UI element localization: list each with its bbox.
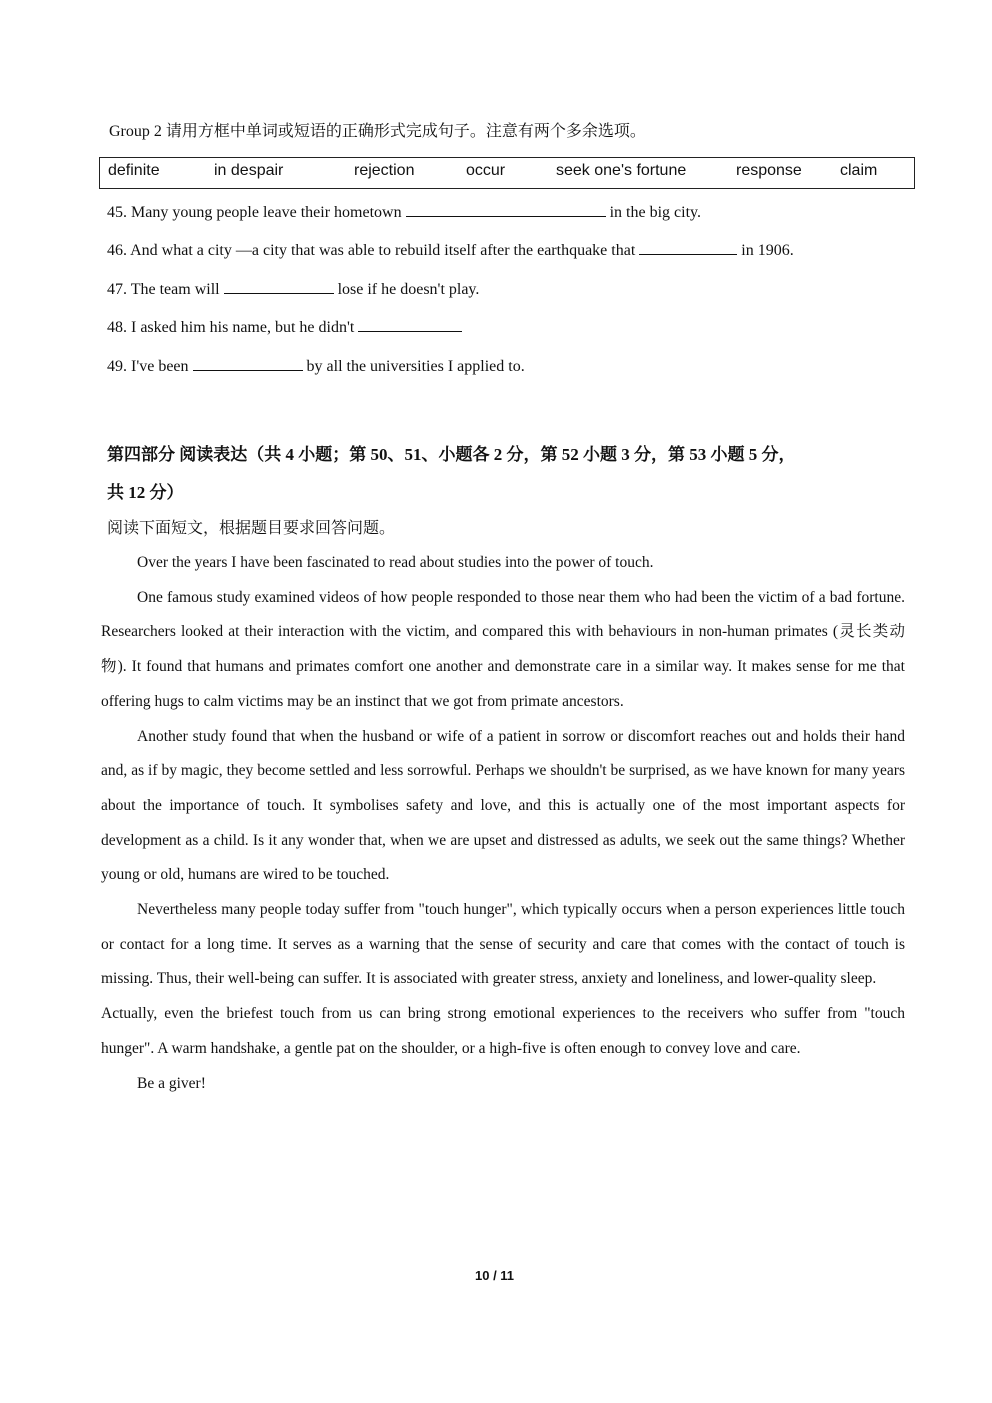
passage-paragraph: Over the years I have been fascinated to read about studies into the power of touch. xyxy=(137,554,654,571)
question-48 xyxy=(107,317,462,337)
question-text-before: I asked him his name, but he didn't xyxy=(131,319,355,336)
passage-paragraph: Actually, even the briefest touch from us can bring strong emotional experiences to the receivers who suffer from "touch hunger". A warm handshake, a gentle pat on the shoulder, or a high-five is often enough to convey love and care. xyxy=(101,1005,905,1057)
reading-instruction: 阅读下面短文，根据题目要求回答问题。 xyxy=(107,520,396,537)
question-text-before: Many young people leave their hometown xyxy=(131,204,402,221)
passage-paragraph: Another study found that when the husband or wife of a patient in sorrow or discomfort reaches out and holds their hand and, as if by magic, they become settled and less sorrowful. Perhaps we shouldn't be surprised, as we have known for many years about the importance of touch. It symbolises safety and love, and this is actually one of the most important aspects for development as a child. Is it any wonder that, when we are upset and distressed as adults, we seek out the same things? Whether young or old, humans are wired to be touched. xyxy=(101,727,905,884)
part4-heading: 第四部分 阅读表达（共 4 小题；第 50、51、小题各 2 分，第 52 小题 3 分，第 53 小题 5 分， xyxy=(107,445,796,464)
page-number: 10 / 11 xyxy=(475,1268,515,1283)
question-text-after: in 1906. xyxy=(741,242,794,259)
word-bank-item: occur xyxy=(466,162,506,179)
group2-title: Group 2 请用方框中单词或短语的正确形式完成句子。注意有两个多余选项。 xyxy=(109,123,646,140)
answer-blank[interactable] xyxy=(358,317,462,332)
answer-blank[interactable] xyxy=(193,356,303,371)
passage-paragraph: One famous study examined videos of how people responded to those near them who had been the victim of a bad fortune. Researchers looked at their interaction with the victim, and compared this with behaviours in non-human primates (灵长类动物). It found that humans and primates comfort one another and demonstrate care in a similar way. It makes sense for me that offering hugs to calm victims may be an instinct that we got from primate ancestors. xyxy=(101,588,905,710)
question-46 xyxy=(107,240,794,260)
answer-blank[interactable] xyxy=(406,202,606,217)
passage-paragraph: Be a giver! xyxy=(137,1074,206,1092)
question-number: 46. xyxy=(107,242,127,259)
word-bank-item: rejection xyxy=(354,162,415,179)
word-bank-item: claim xyxy=(840,162,878,179)
question-number: 49. xyxy=(107,358,127,375)
question-number: 47. xyxy=(107,281,127,298)
question-number: 48. xyxy=(107,319,127,336)
question-text-before: And what a city —a city that was able to rebuild itself after the earthquake that xyxy=(130,242,636,259)
question-text-before: I've been xyxy=(131,358,189,375)
question-text-after: lose if he doesn't play. xyxy=(337,281,480,298)
question-text-after: by all the universities I applied to. xyxy=(306,358,525,375)
passage-paragraph: Nevertheless many people today suffer from "touch hunger", which typically occurs when a person experiences little touch or contact for a long time. It serves as a warning that the sense of security and care that comes with the contact of touch is missing. Thus, their well-being can suffer. It is associated with greater stress, anxiety and loneliness, and lower-quality sleep. xyxy=(101,901,905,988)
word-bank-item: definite xyxy=(108,162,160,179)
question-text-before: The team will xyxy=(130,281,220,298)
answer-blank[interactable] xyxy=(639,240,737,255)
question-47 xyxy=(107,279,479,299)
question-number: 45. xyxy=(107,204,127,221)
passage xyxy=(101,546,905,1101)
word-bank-box xyxy=(99,157,915,189)
part4-heading-cont: 共 12 分） xyxy=(107,483,184,502)
word-bank-item: response xyxy=(736,162,802,179)
question-49 xyxy=(107,356,525,376)
word-bank-item: seek one's fortune xyxy=(556,162,687,179)
answer-blank[interactable] xyxy=(224,279,334,294)
question-text-after: in the big city. xyxy=(609,204,701,221)
word-bank-item: in despair xyxy=(214,162,284,179)
question-45 xyxy=(107,202,701,222)
